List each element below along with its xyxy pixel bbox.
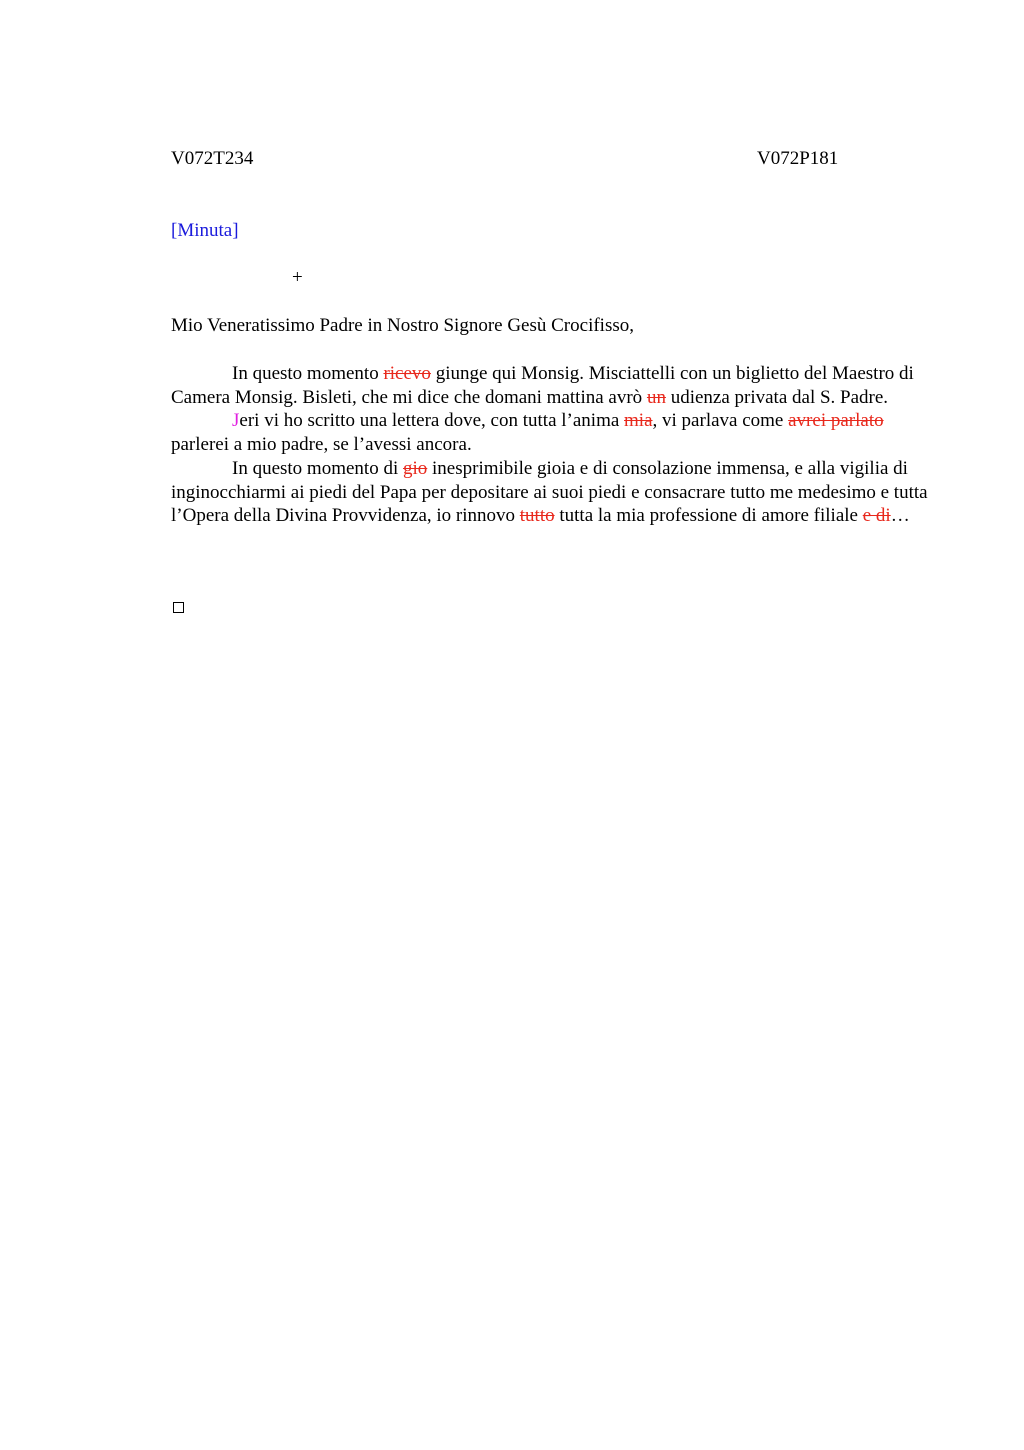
square-outline-icon: [173, 602, 184, 613]
deleted-text: avrei parlato: [788, 410, 884, 432]
text-segment: inesprimibile gioia e di consolazione immensa, e alla vigilia di inginocchiarmi ai piedi del Papa per depositare ai suoi piedi e consacrare tutto me medesimo e tutta l’Opera della Divina Provvidenza, io rinnovo: [171, 457, 928, 527]
deleted-text: tutto: [519, 505, 555, 527]
letter-paragraph: [171, 457, 931, 528]
letter-paragraph: [171, 409, 931, 456]
cross-symbol: +: [292, 267, 303, 288]
deleted-text: e di: [862, 505, 891, 527]
text-segment: eri vi ho scritto una lettera dove, con tutta l’anima: [239, 410, 625, 432]
text-segment: In questo momento di: [232, 457, 403, 479]
text-segment: …: [890, 505, 910, 527]
text-segment: parlerei a mio padre, se l’avessi ancora.: [171, 434, 472, 456]
text-segment: tutta la mia professione di amore filiale: [554, 505, 863, 527]
document-code-left: V072T234: [171, 148, 254, 169]
corrected-letter: J: [232, 410, 240, 432]
draft-label: [Minuta]: [171, 220, 239, 241]
deleted-text: mia: [624, 410, 653, 432]
salutation: Mio Veneratissimo Padre in Nostro Signore Gesù Crocifisso,: [171, 315, 634, 336]
text-segment: giunge qui Monsig. Misciattelli con un biglietto del Maestro di Camera Monsig. Bisleti, che mi dice che domani mattina avrò: [171, 363, 914, 408]
text-segment: udienza privata dal S. Padre.: [665, 386, 889, 408]
deleted-text: gio: [402, 457, 428, 479]
deleted-text: ricevo: [383, 363, 431, 384]
letter-body: [171, 362, 931, 528]
text-segment: , vi parlava come: [652, 410, 789, 432]
deleted-text: un: [646, 386, 666, 408]
letter-paragraph: [171, 362, 931, 409]
document-code-right: V072P181: [757, 148, 839, 169]
text-segment: In questo momento: [232, 363, 384, 384]
